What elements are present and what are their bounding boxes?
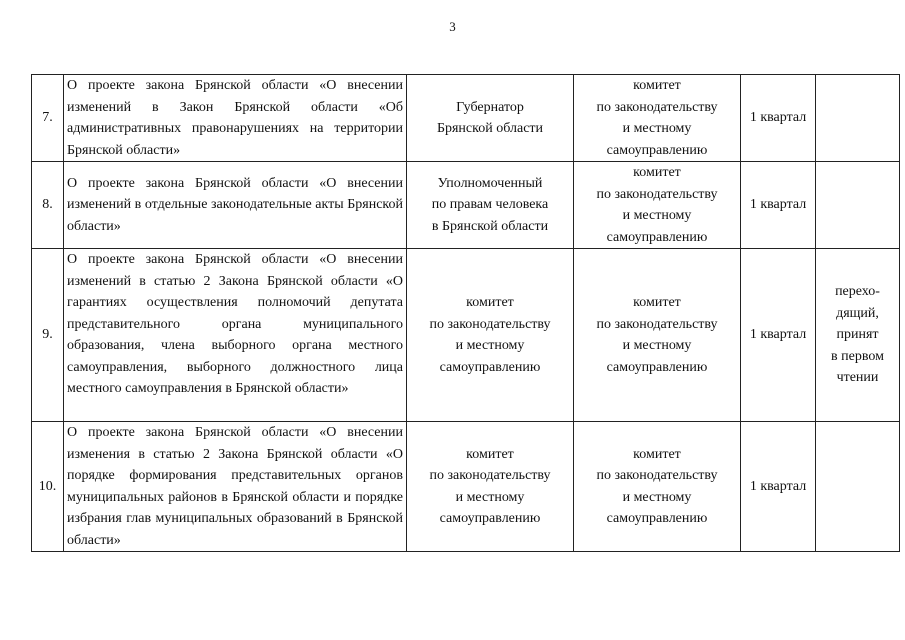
bill-title: О проекте закона Брянской области «О внесении изменений в отдельные законодательные акты Брянской области»: [64, 162, 407, 249]
table-row: [32, 162, 900, 249]
bill-title: О проекте закона Брянской области «О внесении изменения в статью 2 Закона Брянской области «О порядке формирования представительных органов муниципальных районов в Брянской области и порядке избрания глав муниципальных образований в Брянской области»: [64, 422, 407, 552]
term-cell: 1 квартал: [741, 422, 816, 552]
responsible-committee-cell: комитет по законодательству и местному самоуправлению: [574, 422, 741, 552]
responsible-committee-cell: комитет по законодательству и местному самоуправлению: [574, 162, 741, 249]
page-number: 3: [449, 19, 456, 34]
bill-title: О проекте закона Брянской области «О внесении изменений в Закон Брянской области «Об административных правонарушениях на территории Брянской области»: [64, 75, 407, 162]
note-cell: [816, 75, 900, 162]
responsible-committee-cell: комитет по законодательству и местному самоуправлению: [574, 75, 741, 162]
note-cell: [816, 162, 900, 249]
term-cell: 1 квартал: [741, 162, 816, 249]
row-number: 10.: [32, 422, 64, 552]
row-number: 8.: [32, 162, 64, 249]
initiator-cell: комитет по законодательству и местному самоуправлению: [407, 422, 574, 552]
initiator-cell: Губернатор Брянской области: [407, 75, 574, 162]
term-cell: 1 квартал: [741, 75, 816, 162]
initiator-cell: Уполномоченный по правам человека в Брянской области: [407, 162, 574, 249]
row-number: 7.: [32, 75, 64, 162]
table-row: [32, 75, 900, 162]
responsible-committee-cell: комитет по законодательству и местному самоуправлению: [574, 249, 741, 422]
legislative-plan-table: [31, 74, 900, 552]
note-cell: перехо- дящий, принят в первом чтении: [816, 249, 900, 422]
term-cell: 1 квартал: [741, 249, 816, 422]
row-number: 9.: [32, 249, 64, 422]
initiator-cell: комитет по законодательству и местному самоуправлению: [407, 249, 574, 422]
table-row: [32, 249, 900, 422]
note-cell: [816, 422, 900, 552]
bill-title: О проекте закона Брянской области «О внесении изменений в статью 2 Закона Брянской области «О гарантиях осуществления полномочий депутата представительного органа муниципального образования, члена выборного органа местного самоуправления, выборного должностного лица местного самоуправления в Брянской области»: [64, 249, 407, 422]
table-row: [32, 422, 900, 552]
